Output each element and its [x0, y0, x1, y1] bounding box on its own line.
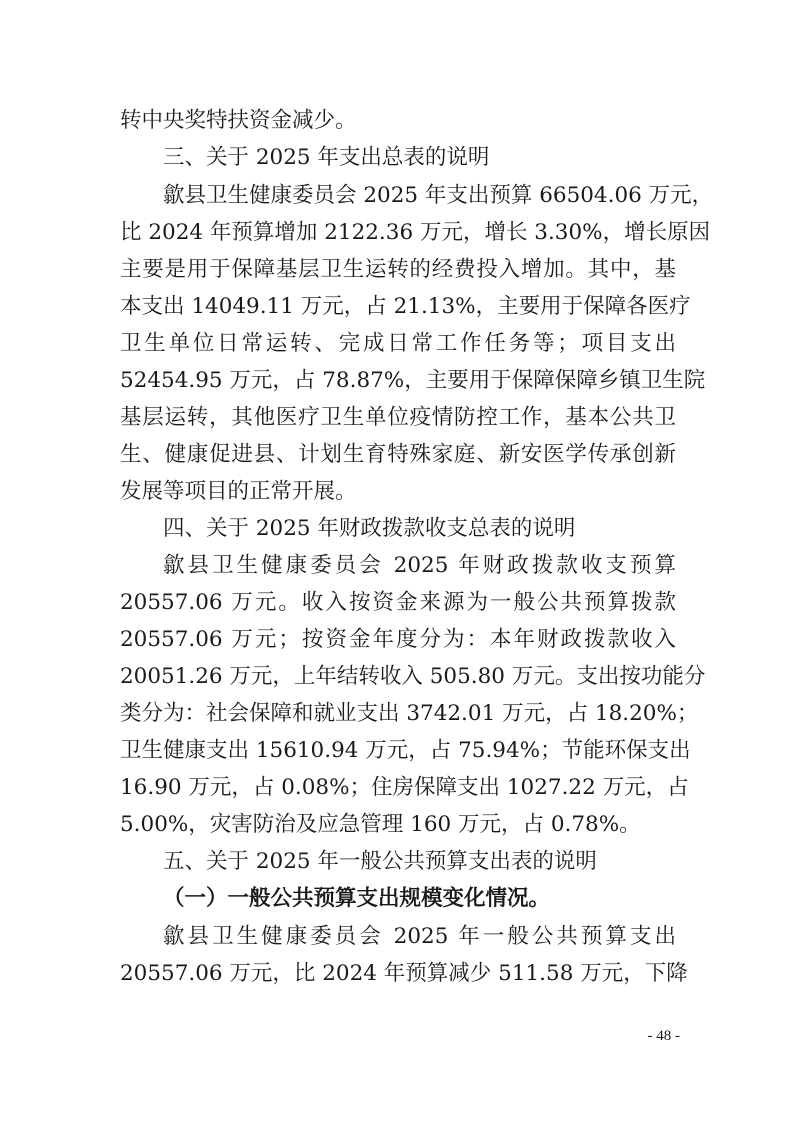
paragraph-line: 20557.06 万元。收入按资金来源为一般公共预算拨款: [120, 590, 676, 615]
paragraph-line: 基层运转，其他医疗卫生单位疫情防控工作，基本公共卫: [120, 405, 676, 430]
paragraph-line: 歙县卫生健康委员会 2025 年支出预算 66504.06 万元，: [163, 183, 714, 208]
paragraph-line: 类分为：社会保障和就业支出 3742.01 万元，占 18.20%；: [120, 701, 699, 726]
paragraph-line: 卫生单位日常运转、完成日常工作任务等；项目支出: [120, 331, 676, 356]
paragraph-line: 转中央奖特扶资金减少。: [120, 108, 357, 133]
paragraph-line: 主要是用于保障基层卫生运转的经费投入增加。其中，基: [120, 257, 676, 282]
paragraph-line: 20051.26 万元，上年结转收入 505.80 万元。支出按功能分: [120, 664, 706, 689]
paragraph-line: 20557.06 万元，比 2024 年预算减少 511.58 万元，下降: [120, 961, 688, 986]
paragraph-line: 本支出 14049.11 万元，占 21.13%，主要用于保障各医疗: [120, 294, 691, 319]
page-number: - 48 -: [647, 1028, 680, 1044]
paragraph-line: 歙县卫生健康委员会 2025 年一般公共预算支出: [163, 924, 676, 949]
paragraph-line: 歙县卫生健康委员会 2025 年财政拨款收支预算: [163, 553, 676, 578]
paragraph-line: 比 2024 年预算增加 2122.36 万元，增长 3.30%，增长原因: [120, 220, 711, 245]
subsection-heading-1: （一）一般公共预算支出规模变化情况。: [163, 886, 551, 911]
paragraph-line: 5.00%，灾害防治及应急管理 160 万元，占 0.78%。: [120, 812, 641, 837]
paragraph-line: 52454.95 万元，占 78.87%，主要用于保障保障乡镇卫生院: [120, 368, 706, 393]
paragraph-line: 生、健康促进县、计划生育特殊家庭、新安医学传承创新: [120, 442, 676, 467]
paragraph-line: 20557.06 万元；按资金年度分为：本年财政拨款收入: [120, 627, 676, 652]
section-heading-5: 五、关于 2025 年一般公共预算支出表的说明: [163, 849, 597, 874]
paragraph-line: 卫生健康支出 15610.94 万元，占 75.94%；节能环保支出: [120, 738, 691, 763]
paragraph-line: 发展等项目的正常开展。: [120, 479, 357, 504]
paragraph-line: 16.90 万元，占 0.08%；住房保障支出 1027.22 万元，占: [120, 775, 689, 800]
section-heading-4: 四、关于 2025 年财政拨款收支总表的说明: [163, 516, 576, 541]
section-heading-3: 三、关于 2025 年支出总表的说明: [163, 145, 490, 170]
